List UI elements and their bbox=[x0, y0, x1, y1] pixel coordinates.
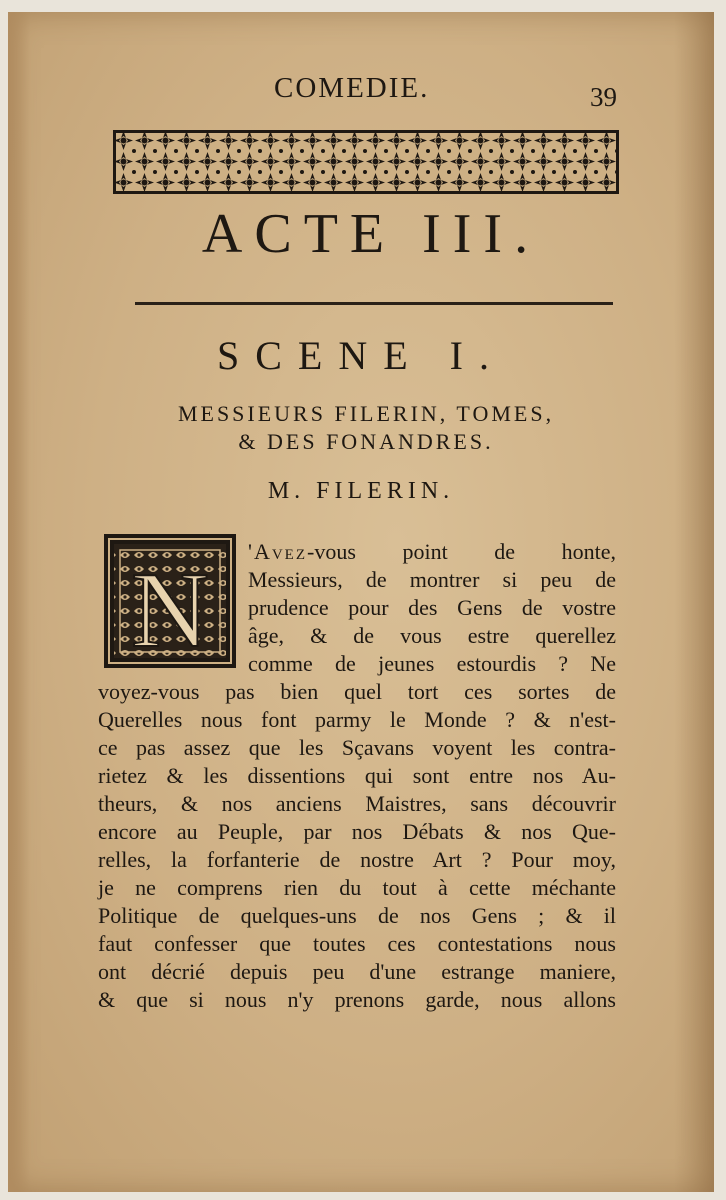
text-line-10: theurs, & nos anciens Maistres, sans découvrir bbox=[98, 791, 616, 816]
text-line-14: Politique de quelques-uns de nos Gens ; & il bbox=[98, 903, 616, 928]
title-rule bbox=[135, 302, 613, 305]
scene-title: SCENE I. bbox=[217, 333, 505, 378]
character-line-1: MESSIEURS FILERIN, TOMES, bbox=[177, 401, 555, 426]
text-line-15: faut confesser que toutes ces contestations nous bbox=[98, 931, 616, 956]
text-line-12: relles, la forfanterie de nostre Art ? Pour moy, bbox=[98, 847, 616, 872]
running-head: COMEDIE. bbox=[274, 72, 430, 104]
text-line-7: Querelles nous font parmy le Monde ? & n'est- bbox=[98, 707, 616, 732]
dropcap-initial bbox=[104, 534, 236, 668]
text-line-13: je ne comprens rien du tout à cette méchante bbox=[98, 875, 616, 900]
character-line-2: & DES FONANDRES. bbox=[238, 429, 494, 454]
page-number: 39 bbox=[590, 82, 617, 112]
text-line-5: comme de jeunes estourdis ? Ne bbox=[248, 651, 616, 676]
text-line-3: prudence pour des Gens de vostre bbox=[248, 595, 616, 620]
speaker-name: M. FILERIN. bbox=[267, 478, 455, 504]
text-line-16: ont décrié depuis peu d'une estrange maniere, bbox=[98, 959, 616, 984]
text-line-8: ce pas assez que les Sçavans voyent les contra- bbox=[98, 735, 616, 760]
opening-word: 'Avez bbox=[248, 539, 308, 564]
text-line-1 bbox=[248, 538, 616, 566]
text-line-1-rest: -vous point de honte, bbox=[307, 539, 616, 564]
act-title: ACTE III. bbox=[201, 203, 541, 265]
character-list bbox=[98, 400, 634, 456]
text-line-4: âge, & de vous estre querellez bbox=[248, 623, 616, 648]
text-line-17: & que si nous n'y prenons garde, nous allons bbox=[98, 987, 616, 1012]
headpiece-ornament bbox=[113, 130, 619, 194]
text-line-2: Messieurs, de montrer si peu de bbox=[248, 567, 616, 592]
text-line-6: voyez-vous pas bien quel tort ces sortes de bbox=[98, 679, 616, 704]
dropcap-letter: N bbox=[131, 551, 209, 668]
text-line-11: encore au Peuple, par nos Débats & nos Que- bbox=[98, 819, 616, 844]
text-line-9: rietez & les dissentions qui sont entre nos Au- bbox=[98, 763, 616, 788]
book-page bbox=[8, 12, 714, 1192]
